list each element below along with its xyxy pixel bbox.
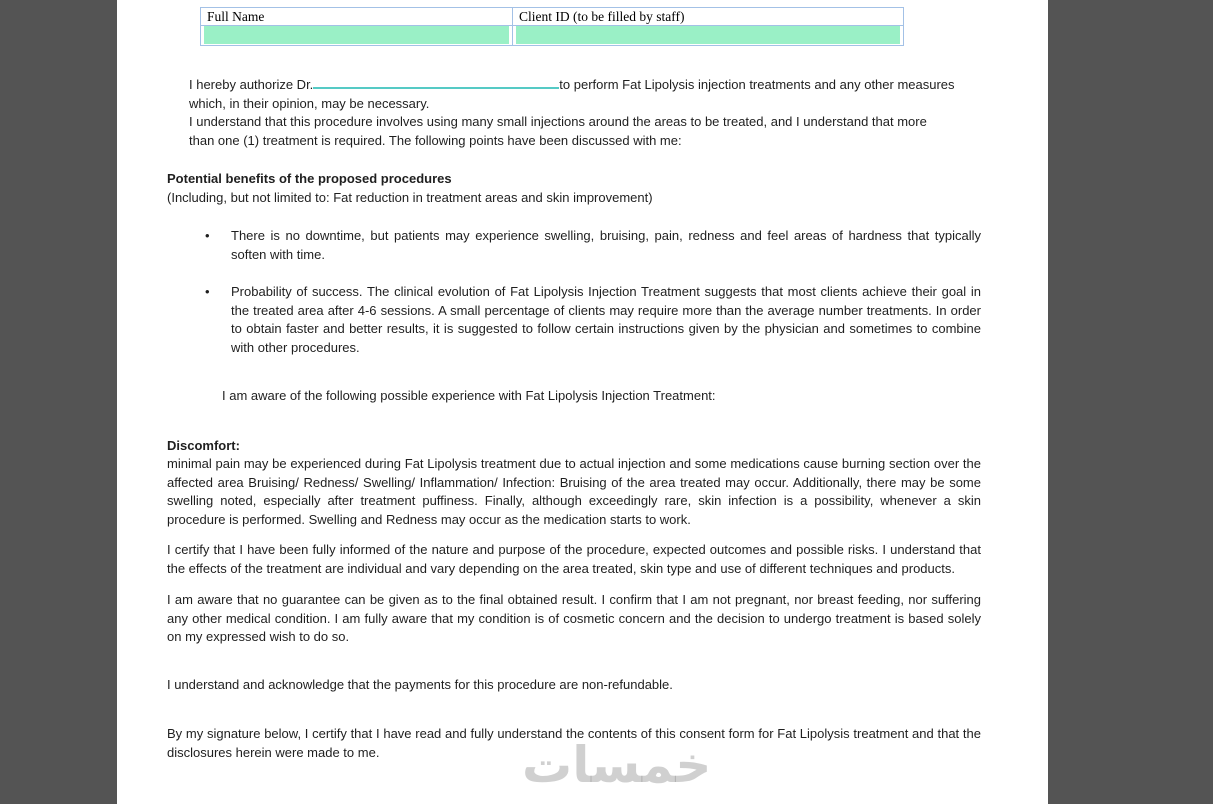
client-id-field[interactable]	[516, 26, 900, 44]
no-guarantee-paragraph: I am aware that no guarantee can be given as to the final obtained result. I confirm that I am not pregnant, nor breast feeding, nor suffering any other medical condition. I am fully aware that my condition is of cosmetic concern and the decision to undergo treatment is based solely on my expressed wish to do so.	[167, 592, 981, 644]
certify-paragraph: I certify that I have been fully informed of the nature and purpose of the procedure, expected outcomes and possible risks. I understand that the effects of the treatment are individual and vary depending on the area treated, skin type and use of different techniques and products.	[167, 542, 981, 576]
benefit-bullet-item	[167, 283, 981, 357]
understand-paragraph: I understand that this procedure involves using many small injections around the areas to be treated, and I understand that more than one (1) treatment is required. The following points have been discussed with me:	[189, 114, 927, 148]
client-id-header-cell	[513, 8, 903, 25]
form-body	[167, 76, 981, 762]
client-id-input-cell	[513, 26, 903, 45]
khamsat-watermark: خمسات	[522, 736, 712, 794]
client-info-table	[200, 7, 904, 46]
bullet-text-downtime: There is no downtime, but patients may experience swelling, bruising, pain, redness and feel areas of hardness that typically soften with time.	[231, 228, 981, 262]
consent-form-page	[117, 0, 1048, 804]
aware-statement: I am aware of the following possible experience with Fat Lipolysis Injection Treatment:	[222, 388, 716, 403]
payments-paragraph: I understand and acknowledge that the payments for this procedure are non-refundable.	[167, 676, 673, 692]
discomfort-heading: Discomfort:	[167, 437, 240, 453]
full-name-header-cell	[201, 8, 513, 25]
discomfort-body: minimal pain may be experienced during Fat Lipolysis treatment due to actual injection and some medications cause burning section over the affected area Bruising/ Redness/ Swelling/ Inflammation/ Infection: Bruising of the area treated may occur. Additionally, there may be some swelling noted, especially after treatment puffiness. Finally, although exceedingly rare, skin infection is a possibility, whenever a skin procedure is performed. Swelling and Redness may occur as the medication starts to work.	[167, 456, 981, 527]
benefits-heading: Potential benefits of the proposed procedures	[167, 171, 452, 186]
bullet-icon: •	[205, 284, 210, 299]
benefits-subheading: (Including, but not limited to: Fat reduction in treatment areas and skin improvement)	[167, 189, 653, 205]
bullet-text-probability: Probability of success. The clinical evolution of Fat Lipolysis Injection Treatment suggests that most clients achieve their goal in the treated area after 4-6 sessions. A small percentage of clients may require more than the average number treatments. In order to obtain faster and better results, it is suggested to follow certain instructions given by the physician and sometimes to combine with other procedures.	[231, 284, 981, 355]
client-id-label: Client ID (to be filled by staff)	[519, 9, 685, 24]
table-input-row	[201, 26, 903, 45]
authorize-prefix-text: I hereby authorize Dr.	[189, 77, 314, 92]
table-header-row	[201, 8, 903, 26]
doctor-name-blank-field[interactable]	[313, 77, 559, 89]
full-name-field[interactable]	[204, 26, 509, 44]
authorization-paragraph	[189, 76, 955, 113]
discomfort-section	[167, 437, 981, 530]
bullet-icon: •	[205, 228, 210, 243]
full-name-input-cell	[201, 26, 513, 45]
signature-paragraph: By my signature below, I certify that I have read and fully understand the contents of this consent form for Fat Lipolysis treatment and that the disclosures herein were made to me.	[167, 726, 981, 760]
benefit-bullet-item	[167, 227, 981, 264]
authorize-suffix-text: to perform Fat Lipolysis injection treatments and any other measures which, in their opinion, may be necessary.	[189, 77, 955, 111]
full-name-label: Full Name	[207, 9, 265, 24]
